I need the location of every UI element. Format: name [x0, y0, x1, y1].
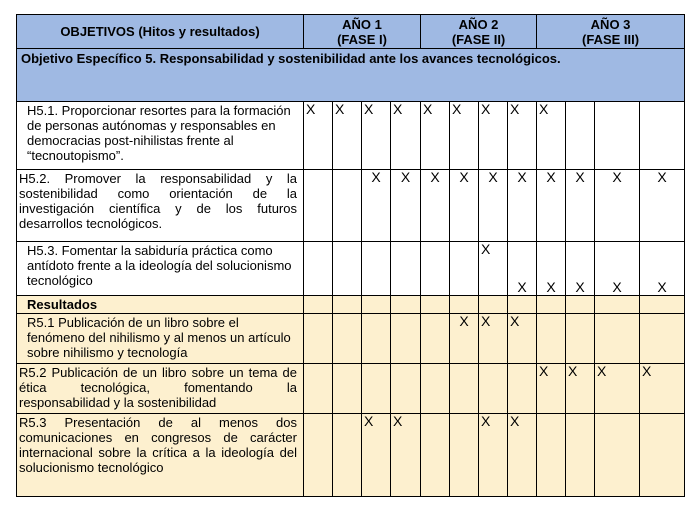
- schedule-mark: [333, 314, 362, 364]
- schedule-mark: [595, 102, 640, 170]
- schedule-mark: [421, 364, 450, 414]
- schedule-mark: [450, 364, 479, 414]
- header-row: [17, 15, 685, 49]
- year2-phase: (FASE II): [451, 31, 506, 47]
- milestone-text: H5.3. Fomentar la sabiduría práctica como antídoto frente a la ideología del solucionismo tecnológico: [17, 242, 304, 296]
- schedule-mark: X: [640, 170, 685, 242]
- result-text: R5.1 Publicación de un libro sobre el fenómeno del nihilismo y al menos un artículo sobre nihilismo y tecnología: [17, 314, 304, 364]
- schedule-mark: [450, 414, 479, 497]
- schedule-mark: X: [421, 170, 450, 242]
- schedule-mark: [391, 242, 421, 296]
- schedule-mark: X: [537, 170, 566, 242]
- result-row: [17, 364, 685, 414]
- schedule-mark: [595, 414, 640, 497]
- schedule-mark: [304, 364, 333, 414]
- result-row: [17, 414, 685, 497]
- schedule-table: [16, 14, 685, 497]
- schedule-mark: X: [640, 364, 685, 414]
- schedule-mark: [566, 314, 595, 364]
- schedule-page: [16, 14, 684, 497]
- schedule-mark: X: [304, 102, 333, 170]
- milestone-text: H5.1. Proporcionar resortes para la formación de personas autónomas y responsables en democracias post-nihilistas frente al “tecnoutopismo”.: [17, 102, 304, 170]
- schedule-mark: [421, 414, 450, 497]
- schedule-mark: X: [566, 364, 595, 414]
- year3-label: AÑO 3: [590, 16, 631, 32]
- objective-row: [17, 49, 685, 102]
- year1-phase: (FASE I): [337, 31, 387, 47]
- schedule-mark: X: [362, 102, 391, 170]
- result-text: R5.2 Publicación de un libro sobre un tema de ética tecnológica, fomentando la responsabilidad y la sostenibilidad: [17, 364, 304, 414]
- schedule-mark: X: [333, 102, 362, 170]
- schedule-mark: X: [537, 242, 566, 296]
- results-header-row: [17, 296, 685, 314]
- schedule-mark: X: [537, 364, 566, 414]
- schedule-mark: X: [450, 314, 479, 364]
- schedule-mark: [304, 170, 333, 242]
- schedule-mark: [566, 102, 595, 170]
- schedule-mark: X: [450, 102, 479, 170]
- schedule-mark: X: [595, 364, 640, 414]
- schedule-mark: [304, 414, 333, 497]
- schedule-mark: X: [362, 414, 391, 497]
- schedule-mark: [640, 414, 685, 497]
- schedule-mark: X: [508, 242, 537, 296]
- schedule-mark: X: [479, 170, 508, 242]
- schedule-mark: X: [391, 170, 421, 242]
- schedule-mark: X: [479, 102, 508, 170]
- schedule-mark: X: [508, 102, 537, 170]
- milestone-row: [17, 170, 685, 242]
- schedule-mark: X: [640, 242, 685, 296]
- milestone-row: [17, 242, 685, 296]
- schedule-mark: [595, 314, 640, 364]
- schedule-mark: X: [508, 414, 537, 497]
- schedule-mark: X: [450, 170, 479, 242]
- schedule-mark: [450, 242, 479, 296]
- schedule-mark: X: [391, 414, 421, 497]
- schedule-mark: [421, 242, 450, 296]
- year2-header: [421, 15, 537, 49]
- schedule-mark: [333, 414, 362, 497]
- schedule-mark: [537, 314, 566, 364]
- schedule-mark: [304, 242, 333, 296]
- schedule-mark: [640, 102, 685, 170]
- result-row: [17, 314, 685, 364]
- schedule-mark: X: [595, 170, 640, 242]
- schedule-mark: [362, 314, 391, 364]
- schedule-mark: [333, 364, 362, 414]
- objective-title: Objetivo Específico 5. Responsabilidad y sostenibilidad ante los avances tecnológicos.: [17, 49, 685, 102]
- result-text: R5.3 Presentación de al menos dos comunicaciones en congresos de carácter internacional sobre la crítica a la ideología del solucionismo tecnológico: [17, 414, 304, 497]
- schedule-mark: X: [508, 314, 537, 364]
- schedule-mark: X: [595, 242, 640, 296]
- schedule-mark: [479, 364, 508, 414]
- year3-phase: (FASE III): [582, 31, 640, 47]
- year1-header: [304, 15, 421, 49]
- schedule-mark: [362, 242, 391, 296]
- schedule-mark: [391, 314, 421, 364]
- schedule-mark: X: [421, 102, 450, 170]
- schedule-mark: X: [566, 242, 595, 296]
- schedule-mark: [391, 364, 421, 414]
- schedule-mark: [640, 314, 685, 364]
- schedule-mark: X: [566, 170, 595, 242]
- objectives-column-header: OBJETIVOS (Hitos y resultados): [17, 15, 304, 49]
- results-title: Resultados: [17, 296, 304, 314]
- schedule-mark: [333, 242, 362, 296]
- schedule-mark: X: [508, 170, 537, 242]
- milestone-text: H5.2. Promover la responsabilidad y la sostenibilidad como orientación de la investigación científica y de los futuros desarrollos tecnológicos.: [17, 170, 304, 242]
- year2-label: AÑO 2: [458, 16, 499, 32]
- schedule-mark: [304, 314, 333, 364]
- schedule-mark: X: [479, 242, 508, 296]
- year1-label: AÑO 1: [342, 16, 382, 32]
- schedule-mark: [508, 364, 537, 414]
- schedule-mark: [333, 170, 362, 242]
- milestone-row: [17, 102, 685, 170]
- schedule-mark: [537, 414, 566, 497]
- schedule-mark: X: [537, 102, 566, 170]
- schedule-mark: [421, 314, 450, 364]
- schedule-mark: X: [362, 170, 391, 242]
- year3-header: [537, 15, 685, 49]
- schedule-mark: [362, 364, 391, 414]
- schedule-mark: [566, 414, 595, 497]
- schedule-mark: X: [479, 414, 508, 497]
- schedule-mark: X: [391, 102, 421, 170]
- schedule-mark: X: [479, 314, 508, 364]
